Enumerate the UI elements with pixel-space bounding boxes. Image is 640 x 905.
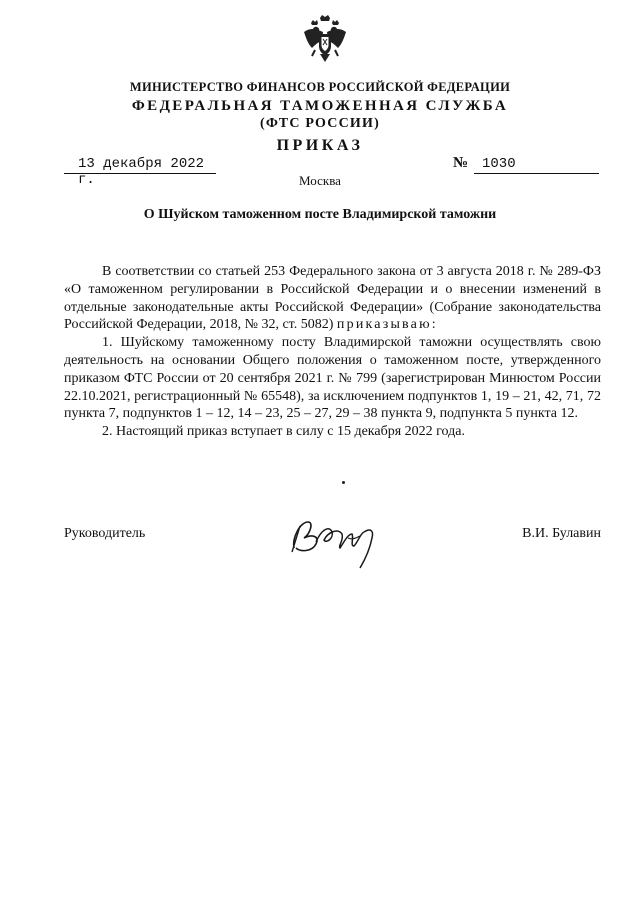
- handwritten-signature-icon: [286, 508, 386, 572]
- order-word: приказываю:: [336, 317, 438, 333]
- service-abbreviation: (ФТС РОССИИ): [260, 116, 380, 131]
- document-type: ПРИКАЗ: [276, 137, 364, 154]
- signatory-role: Руководитель: [64, 526, 146, 541]
- number-field: [474, 155, 599, 174]
- preamble-paragraph: [64, 263, 601, 334]
- document-body: [64, 263, 601, 441]
- item-1-paragraph: 1. Шуйскому таможенному посту Владимирской таможни осуществлять свою деятельность на основании Общего положения о таможенном посте, утвержденного приказом ФТС России от 20 сентября 2021 г. № 799 (зарегистрирован Минюстом России 22.10.2021, регистрационный № 65548), за исключением подпунктов 1, 19 – 21, 42, 71, 72 пункта 7, подпунктов 1 – 12, 14 – 23, 25 – 27, 29 – 38 пункта 9, подпункта 5 пункта 12.: [64, 335, 601, 422]
- service-name: ФЕДЕРАЛЬНАЯ ТАМОЖЕННАЯ СЛУЖБА: [131, 98, 509, 114]
- document-date: 13 декабря 2022 г.: [78, 156, 205, 188]
- document-number: 1030: [482, 156, 516, 172]
- number-sign: №: [453, 155, 469, 171]
- stray-dot: [342, 481, 345, 484]
- document-city: Москва: [299, 173, 341, 188]
- ministry-name: МИНИСТЕРСТВО ФИНАНСОВ РОССИЙСКОЙ ФЕДЕРАЦИИ: [129, 80, 511, 94]
- document-title: О Шуйском таможенном посте Владимирской таможни: [143, 207, 497, 222]
- item-2-paragraph: 2. Настоящий приказ вступает в силу с 15 декабря 2022 года.: [102, 424, 465, 440]
- date-field: [64, 155, 216, 188]
- preamble-text: В соответствии со статьей 253 Федерального закона от 3 августа 2018 г. № 289-ФЗ «О таможенном регулировании в Российской Федерации и о внесении изменений в отдельные законодательные акты Российской Федерации» (Собрание законодательства Российской Федерации, 2018, № 32, ст. 5082): [64, 264, 601, 333]
- coat-of-arms-emblem-icon: [303, 14, 347, 64]
- signatory-name: В.И. Булавин: [522, 526, 601, 541]
